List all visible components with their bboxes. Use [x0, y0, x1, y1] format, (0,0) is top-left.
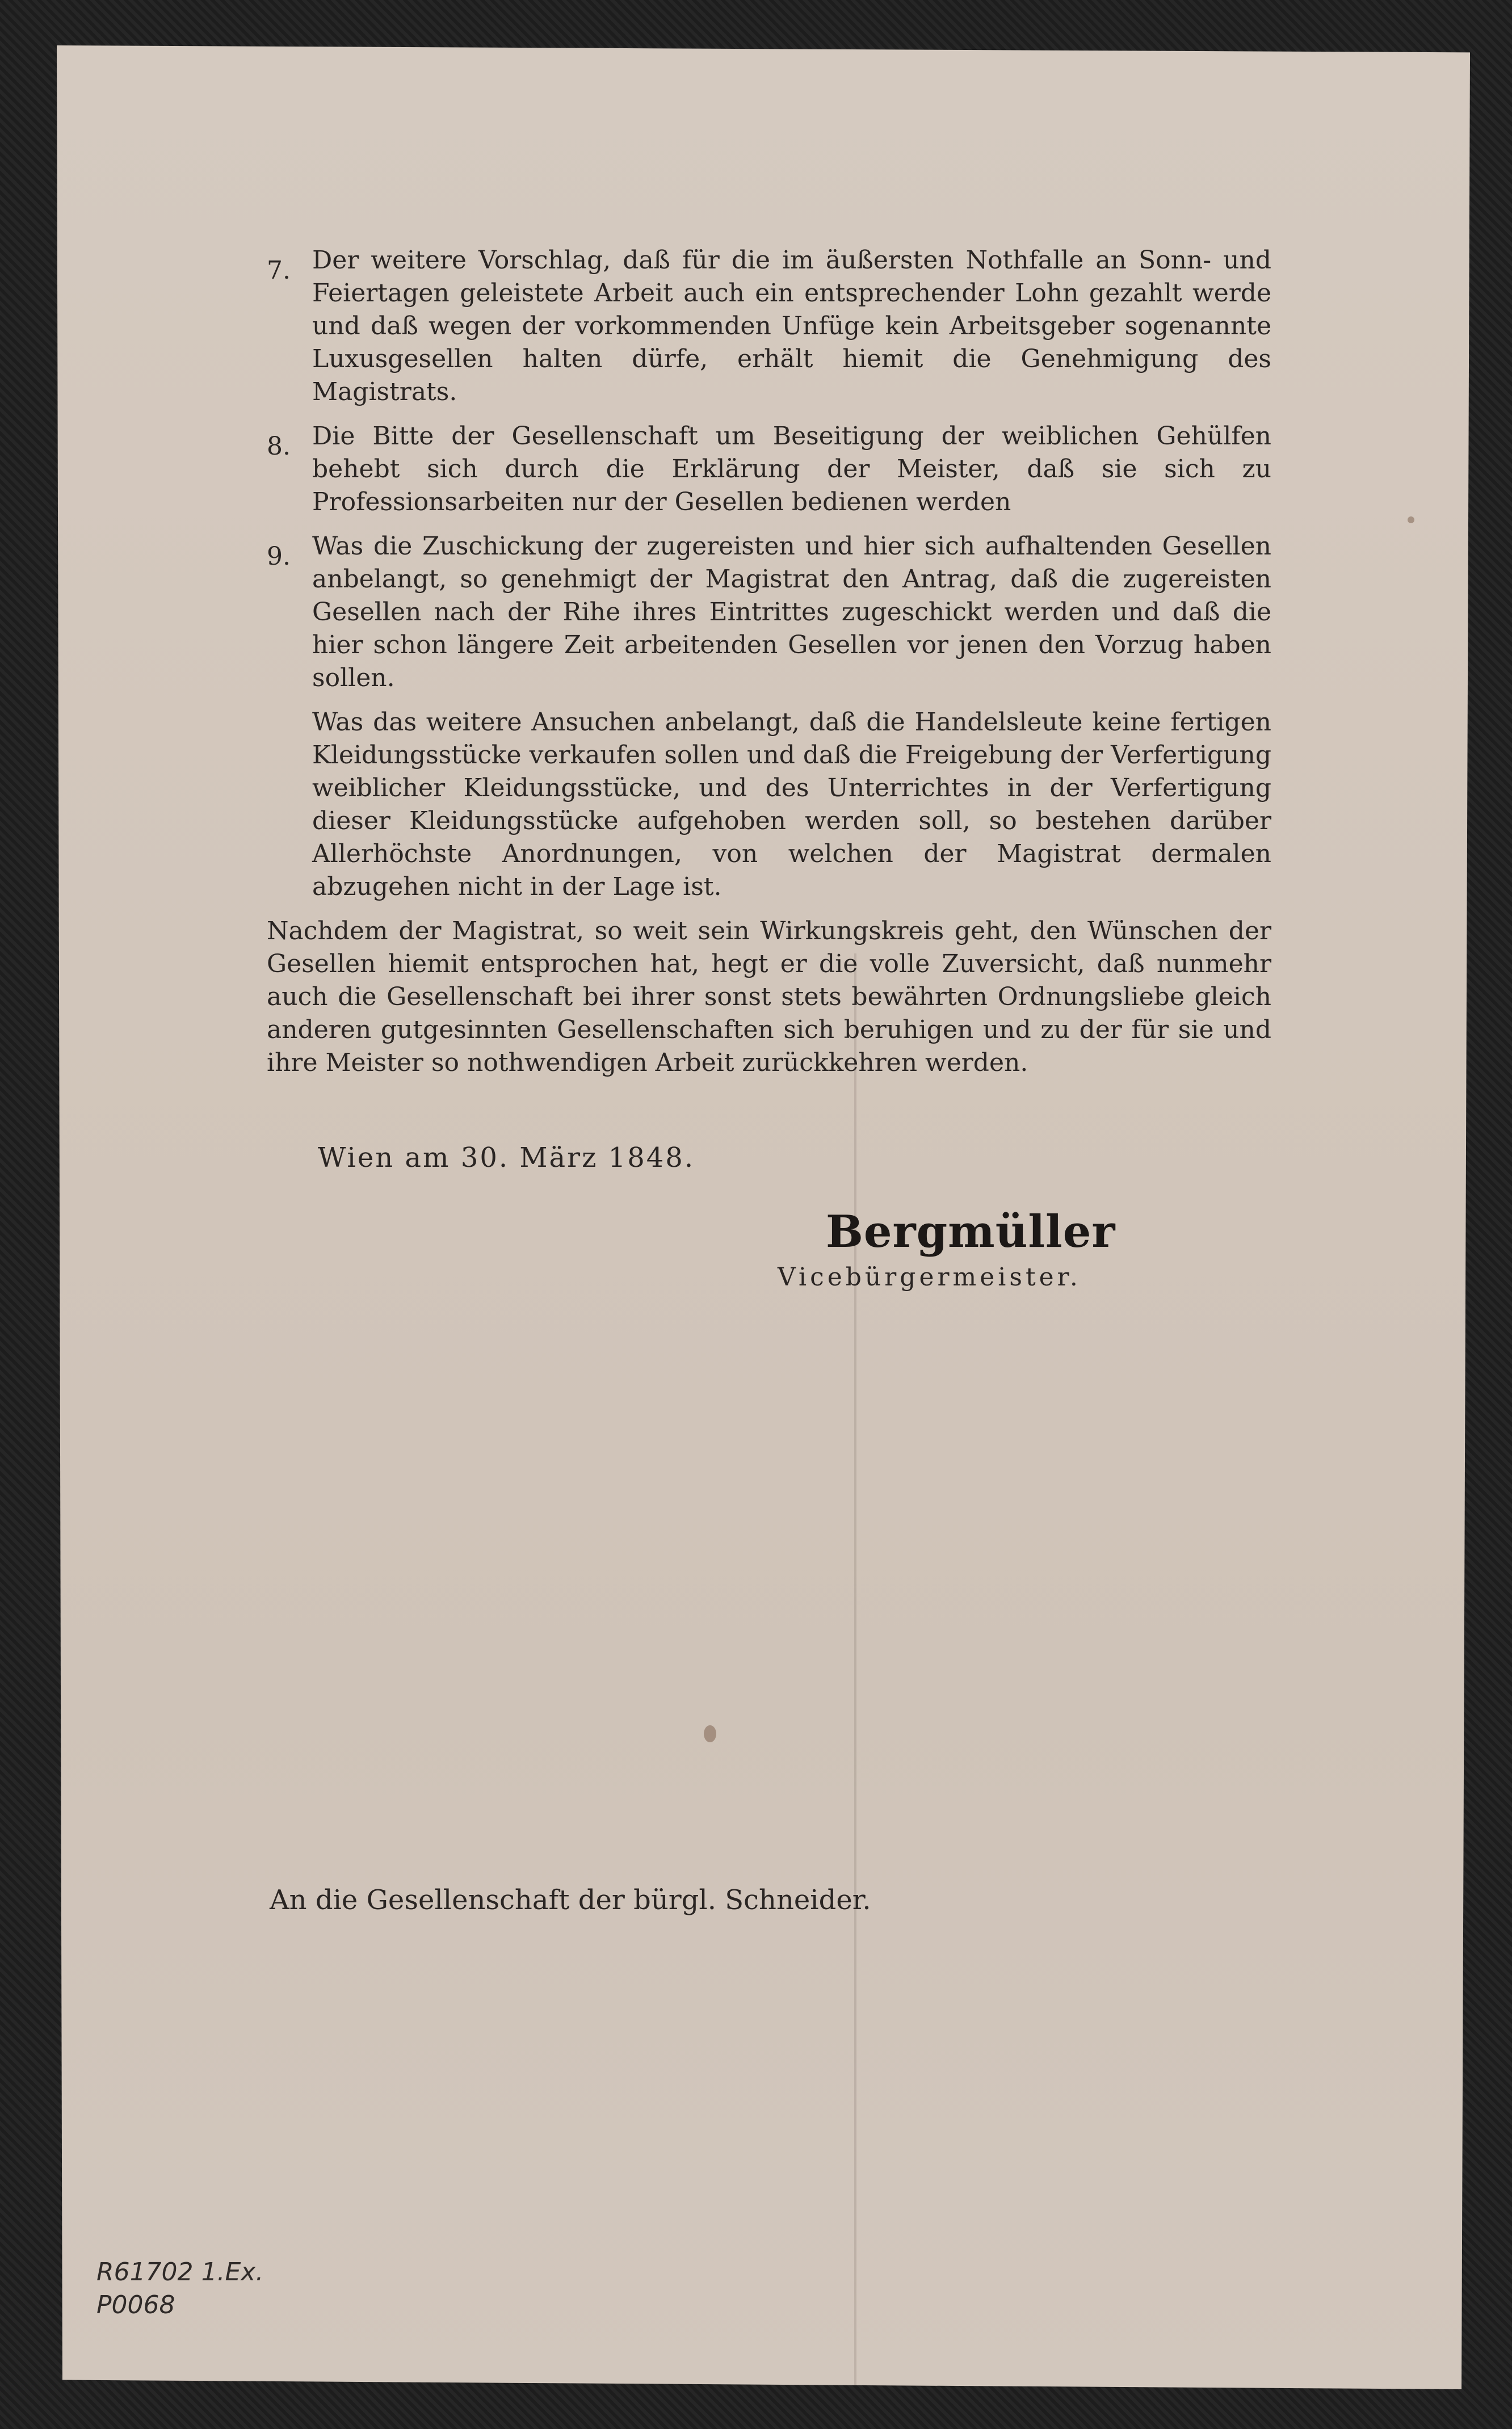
- item-number: 9.: [267, 542, 291, 571]
- addressee: An die Gesellenschaft der bürgl. Schneider.: [270, 1884, 871, 1916]
- item-text: Die Bitte der Gesellenschaft um Beseitigung der weiblichen Gehülfen behebt sich durch die Erklärung der Meister, daß sie sich zu Professionsarbeiten nur der Gesellen bedienen werden: [312, 422, 1271, 516]
- paper-fold: [854, 953, 856, 2395]
- signature-name: Bergmüller: [826, 1206, 1116, 1258]
- decree-item: [267, 244, 1271, 409]
- paper-stain: [1408, 516, 1414, 523]
- item-text: Der weitere Vorschlag, daß für die im äußersten Nothfalle an Sonn- und Feiertagen geleistete Arbeit auch ein entsprechender Lohn gezahlt werde und daß wegen der vorkommenden Unfüge kein Arbeitsgeber sogenannte Luxusgesellen halten dürfe, erhält hiemit die Genehmigung des Magistrats.: [312, 246, 1271, 406]
- item-number: 7.: [267, 256, 291, 285]
- document-date: Wien am 30. März 1848.: [318, 1142, 695, 1174]
- archive-note: [96, 2256, 263, 2322]
- signature-title: Vicebürgermeister.: [778, 1263, 1081, 1292]
- body-paragraph: [267, 915, 1271, 1079]
- archive-note-line: R61702 1.Ex.: [96, 2258, 264, 2287]
- decree-item: [267, 420, 1271, 519]
- body-paragraph: [312, 706, 1271, 903]
- decree-body: [267, 244, 1271, 1091]
- paper-stain: [704, 1725, 716, 1742]
- paragraph-text: Was das weitere Ansuchen anbelangt, daß die Handelsleute keine fertigen Kleidungsstücke verkaufen sollen und daß die Freigebung der Verfertigung weiblicher Kleidungsstücke, und des Unterrichtes in der Verfertigung dieser Kleidungsstücke aufgehoben werden soll, so bestehen darüber Allerhöchste Anordnungen, von welchen der Magistrat dermalen abzugehen nicht in der Lage ist.: [312, 708, 1271, 901]
- item-text: Was die Zuschickung der zugereisten und hier sich aufhaltenden Gesellen anbelangt, so genehmigt der Magistrat den Antrag, daß die zugereisten Gesellen nach der Rihe ihres Eintrittes zugeschickt werden und daß die hier schon längere Zeit arbeitenden Gesellen vor jenen den Vorzug haben sollen.: [312, 532, 1271, 692]
- decree-item: [267, 530, 1271, 695]
- archive-note-line: P0068: [96, 2291, 175, 2319]
- item-number: 8.: [267, 432, 291, 461]
- paragraph-text: Nachdem der Magistrat, so weit sein Wirkungskreis geht, den Wünschen der Gesellen hiemit entsprochen hat, hegt er die volle Zuversicht, daß nunmehr auch die Gesellenschaft bei ihrer sonst stets bewährten Ordnungsliebe gleich anderen gutgesinnten Gesellenschaften sich beruhigen und zu der für sie und ihre Meister so nothwendigen Arbeit zurückkehren werden.: [267, 917, 1271, 1077]
